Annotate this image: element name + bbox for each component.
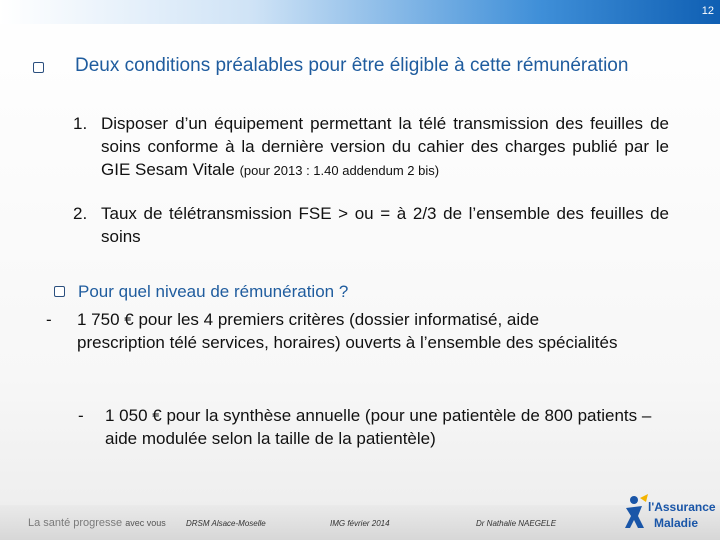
tagline-strong: avec vous xyxy=(125,518,166,528)
logo-text-line2: Maladie xyxy=(654,516,699,530)
tagline-text: La santé progresse xyxy=(28,517,123,529)
remuneration-text: 1 750 € pour les 4 premiers critères (dossier informatisé, aide prescription télé services, horaires) ouverts à l’ensemble des spécialités xyxy=(77,310,618,352)
footer-author: Dr Nathalie NAEGELE xyxy=(476,519,557,528)
footer-event: IMG février 2014 xyxy=(330,519,390,528)
condition-text: Taux de télétransmission FSE > ou = à 2/3 de l’ensemble des feuilles de soins xyxy=(101,204,669,246)
checkbox-bullet-icon xyxy=(54,286,65,297)
dash-marker: - xyxy=(46,310,52,329)
remuneration-question: Pour quel niveau de rémunération ? xyxy=(78,282,349,301)
condition-item-1 xyxy=(73,112,669,182)
logo-text-line1: l'Assurance xyxy=(648,500,716,514)
condition-item-2 xyxy=(73,202,669,248)
condition-text xyxy=(73,112,669,182)
remuneration-item-2 xyxy=(78,404,663,450)
assurance-maladie-logo xyxy=(622,490,717,535)
checkbox-bullet-icon xyxy=(33,62,44,73)
page-number: 12 xyxy=(701,5,714,17)
remuneration-text: 1 050 € pour la synthèse annuelle (pour une patientèle de 800 patients – aide modulée selon la taille de la patientèle) xyxy=(105,406,652,448)
top-bar xyxy=(0,0,720,24)
footer-tagline xyxy=(28,517,166,529)
condition-number: 1. xyxy=(73,114,88,133)
slide-heading: Deux conditions préalables pour être éligible à cette rémunération xyxy=(75,55,629,76)
footer-bar xyxy=(0,505,720,540)
dash-marker: - xyxy=(78,406,84,425)
condition-number: 2. xyxy=(73,204,88,223)
condition-main-text: Disposer d’un équipement permettant la télé transmission des feuilles de soins conforme à la dernière version du cahier des charges publié par le GIE Sesam Vitale xyxy=(101,114,669,179)
footer-org: DRSM Alsace-Moselle xyxy=(186,519,266,528)
condition-note: (pour 2013 : 1.40 addendum 2 bis) xyxy=(239,163,440,178)
remuneration-item-1 xyxy=(46,308,621,354)
